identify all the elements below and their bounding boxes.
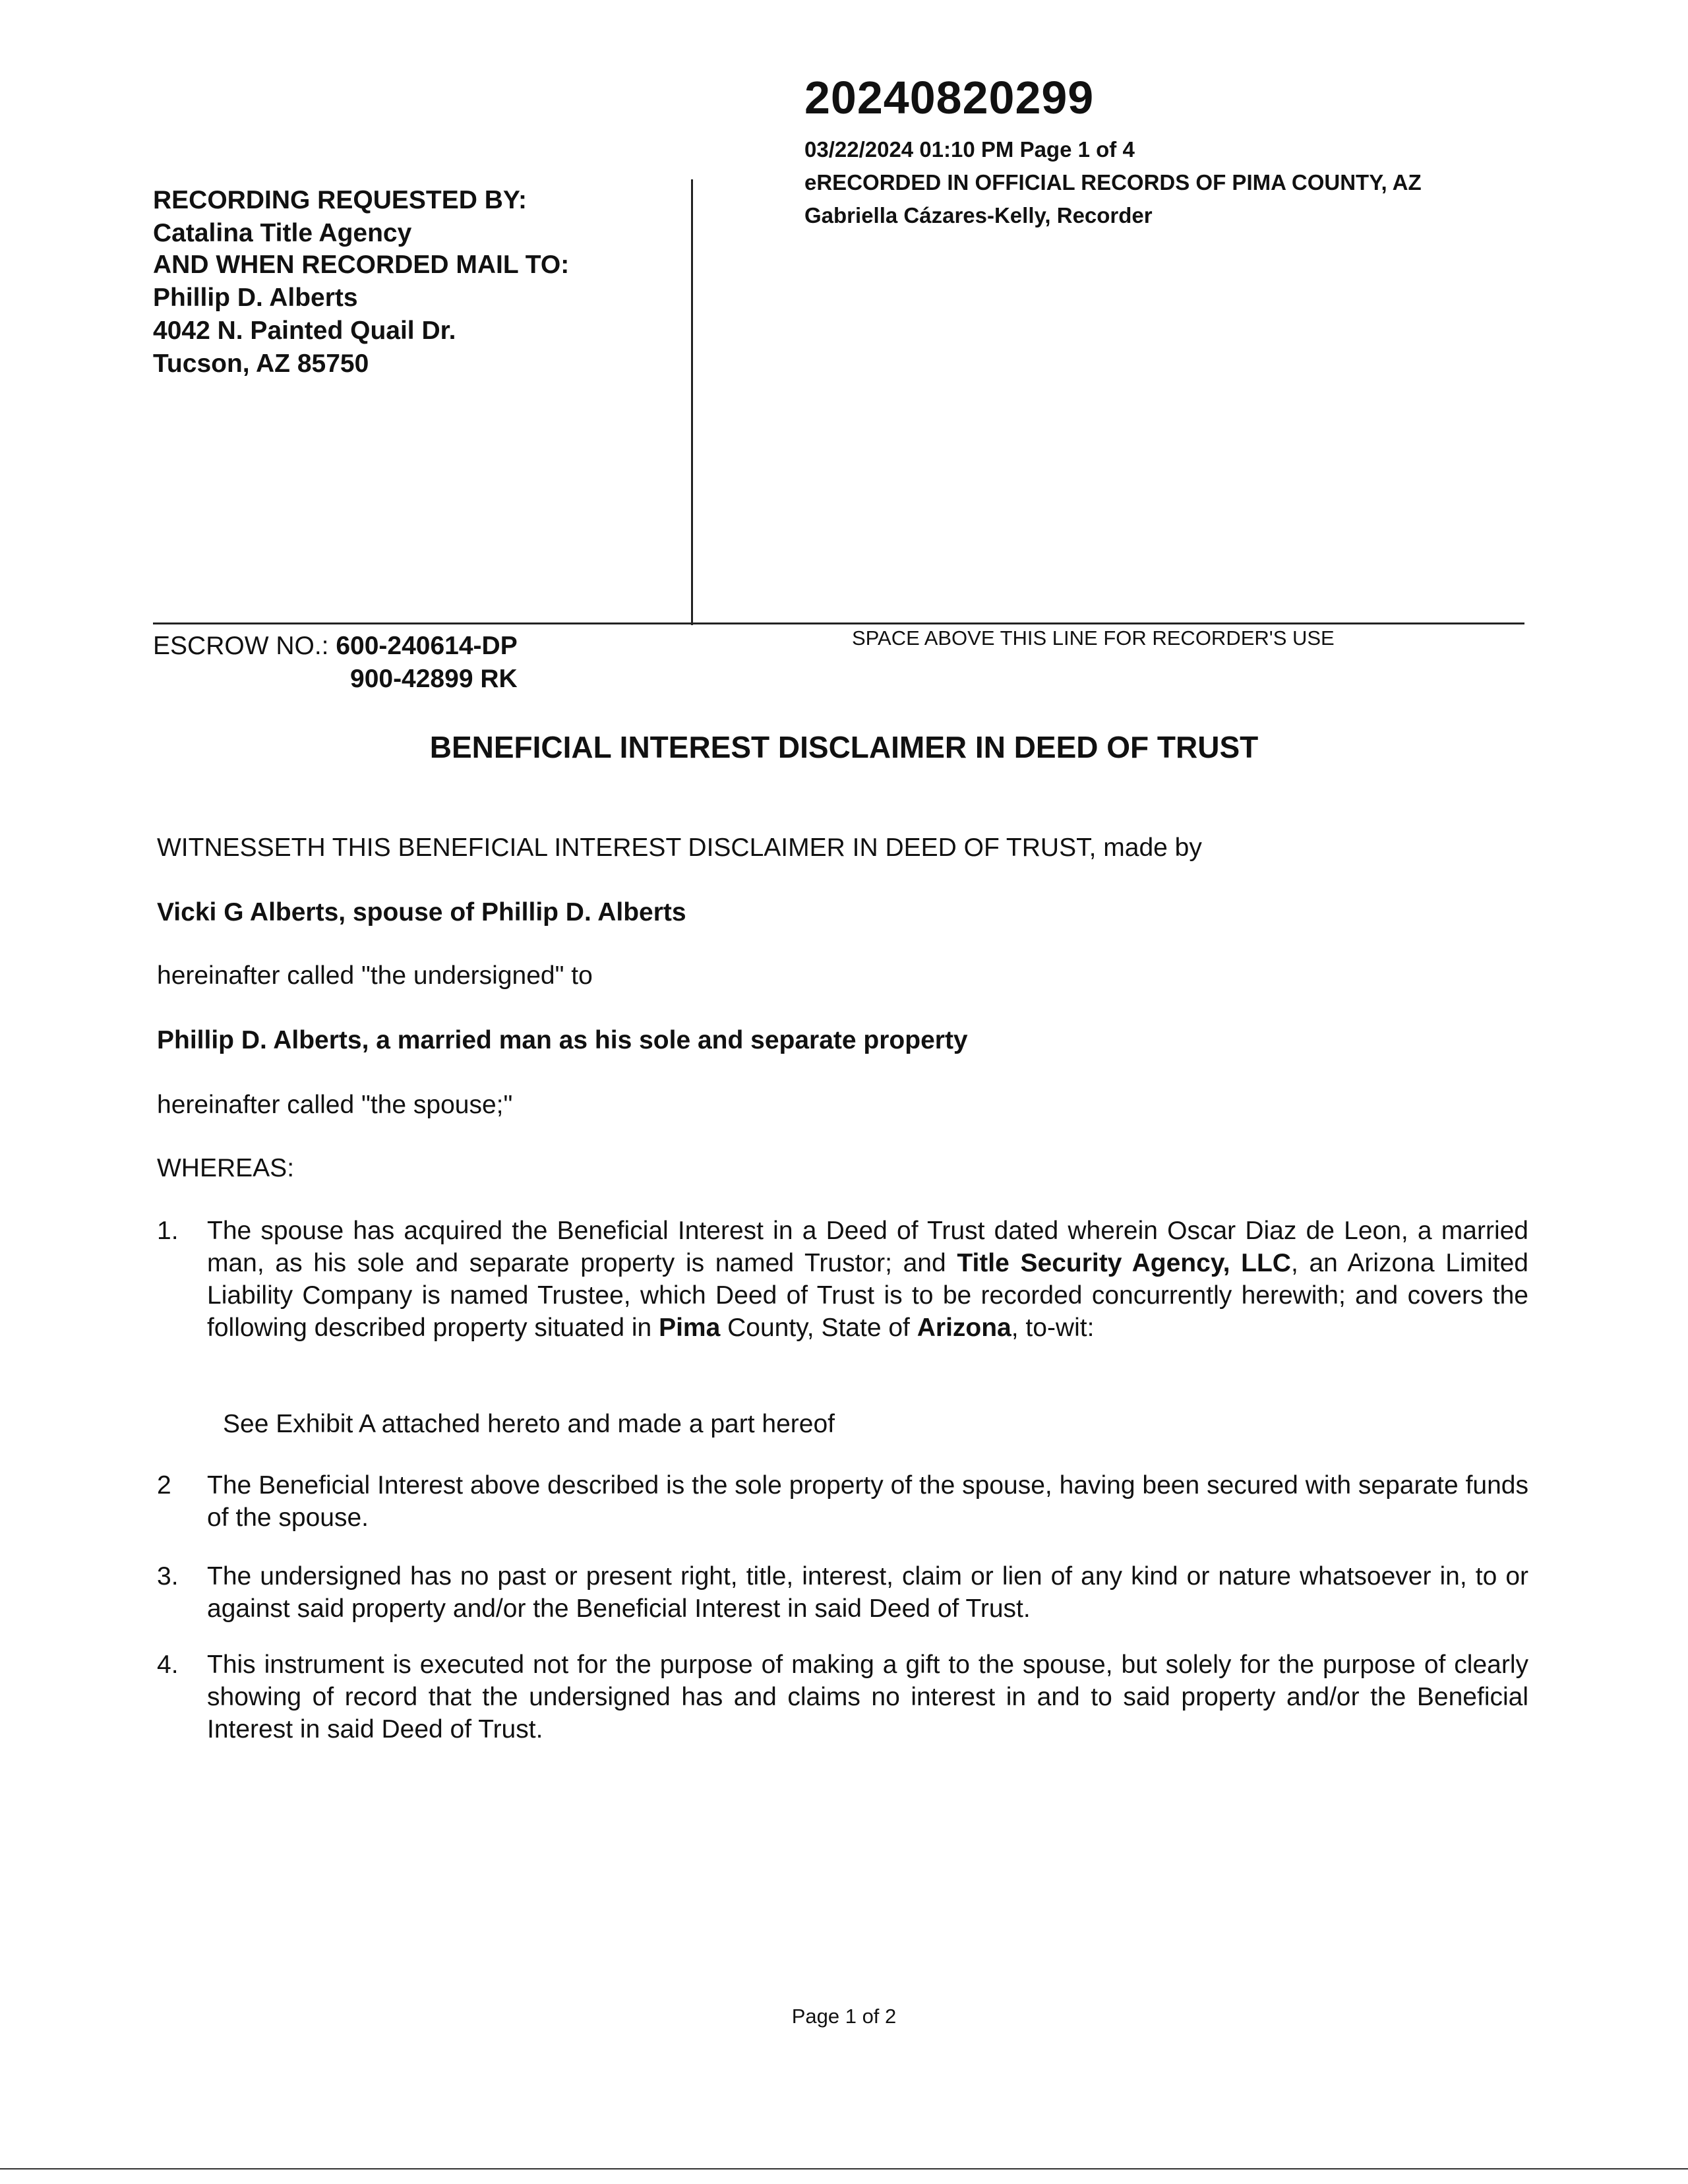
whereas-item-1 <box>157 1215 1528 1344</box>
escrow-number-1: 600-240614-DP <box>336 632 518 660</box>
item-number: 1. <box>157 1217 179 1245</box>
recorder-name: Gabriella Cázares-Kelly, Recorder <box>804 203 1153 228</box>
recorder-box-divider <box>691 179 693 625</box>
escrow-label: ESCROW NO.: <box>153 632 336 660</box>
mail-to-label: AND WHEN RECORDED MAIL TO: <box>153 251 570 279</box>
item-text: This instrument is executed not for the purpose of making a gift to the spouse, but solely for the purpose of clearly showing of record that the undersigned has and claims no interest in and to said property and/or the Beneficial Interest in said Deed of Trust. <box>207 1651 1528 1744</box>
whereas-item-2 <box>157 1469 1528 1534</box>
trustee-name: Title Security Agency, LLC <box>957 1249 1291 1277</box>
spouse-name: Phillip D. Alberts, a married man as his sole and separate property <box>157 1026 968 1054</box>
page-number: Page 1 of 2 <box>791 2005 897 2028</box>
mail-to-city: Tucson, AZ 85750 <box>153 349 369 378</box>
undersigned-label: hereinafter called "the undersigned" to <box>157 961 593 990</box>
requested-by: Catalina Title Agency <box>153 219 412 247</box>
escrow-number <box>153 632 518 661</box>
item-number: 4. <box>157 1651 179 1679</box>
recorder-space-line <box>153 622 1524 624</box>
county-name: Pima <box>659 1314 721 1342</box>
mail-to-name: Phillip D. Alberts <box>153 284 358 312</box>
whereas-item-3 <box>157 1560 1528 1625</box>
item-number: 3. <box>157 1562 179 1591</box>
item-text: The spouse has acquired the Beneficial Interest in a Deed of Trust dated wherein Oscar Diaz de Leon, a married man, as his sole and separate property is named Trustor; and Title Security Agency, LLC, an Arizona Limited Liability Company is named Trustee, which Deed of Trust is to be recorded concurrently herewith; and covers the following described property situated in Pima County, State of Arizona, to-wit: <box>207 1217 1528 1342</box>
escrow-number-2: 900-42899 RK <box>350 665 518 693</box>
spouse-label: hereinafter called "the spouse;" <box>157 1091 513 1119</box>
witnesseth-clause: WITNESSETH THIS BENEFICIAL INTEREST DISCLAIMER IN DEED OF TRUST, made by <box>157 834 1202 862</box>
recorded-in-official-records: eRECORDED IN OFFICIAL RECORDS OF PIMA COUNTY, AZ <box>804 170 1422 195</box>
item-text: The Beneficial Interest above described is the sole property of the spouse, having been secured with separate funds of the spouse. <box>207 1471 1528 1532</box>
mail-to-street: 4042 N. Painted Quail Dr. <box>153 317 456 345</box>
recording-requested-by-label: RECORDING REQUESTED BY: <box>153 186 527 214</box>
recording-date: 03/22/2024 01:10 PM Page 1 of 4 <box>804 137 1135 162</box>
undersigned-name: Vicki G Alberts, spouse of Phillip D. Alberts <box>157 898 686 926</box>
document-title: BENEFICIAL INTEREST DISCLAIMER IN DEED OF TRUST <box>429 730 1259 764</box>
document-number: 20240820299 <box>804 72 1095 123</box>
whereas-heading: WHEREAS: <box>157 1154 295 1182</box>
whereas-item-4 <box>157 1649 1528 1745</box>
item-number: 2 <box>157 1471 171 1500</box>
item-text: The undersigned has no past or present right, title, interest, claim or lien of any kind or nature whatsoever in, to or against said property and/or the Beneficial Interest in said Deed of Trust. <box>207 1562 1528 1623</box>
page-bottom-rule <box>0 2168 1688 2169</box>
exhibit-reference: See Exhibit A attached hereto and made a part hereof <box>223 1410 835 1438</box>
recorder-use-label: SPACE ABOVE THIS LINE FOR RECORDER'S USE <box>852 626 1335 650</box>
state-name: Arizona <box>917 1314 1011 1342</box>
